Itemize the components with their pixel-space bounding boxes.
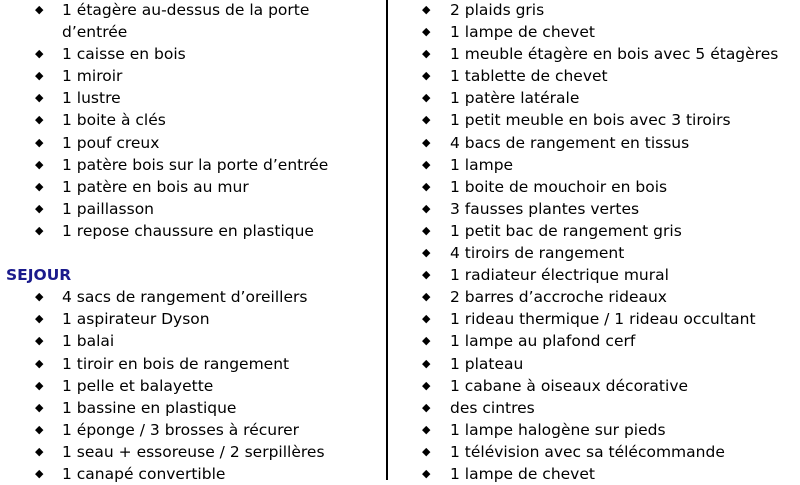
list-item [0,65,386,87]
list-item [388,21,800,43]
list-item-text: 4 tiroirs de rangement [450,244,625,263]
bullet-icon: ◆ [422,157,431,171]
bullet-icon: ◆ [422,69,431,83]
list-item-text: 1 seau + essoreuse / 2 serpillères [62,442,325,461]
list-item-text-continued: d’entrée [62,23,128,42]
list-item [388,375,800,397]
list-item-text: 4 sacs de rangement d’oreillers [62,288,308,307]
list-item-text: 1 boite à clés [62,111,166,130]
bullet-icon: ◆ [35,444,44,458]
bullet-icon: ◆ [422,201,431,215]
entree-list [0,0,386,242]
list-item [388,198,800,220]
bullet-icon: ◆ [35,179,44,193]
list-item [388,397,800,419]
list-item-text: 1 meuble étagère en bois avec 5 étagères [450,45,779,64]
bullet-icon: ◆ [422,334,431,348]
right-list [388,0,800,485]
bullet-icon: ◆ [422,135,431,149]
bullet-icon: ◆ [35,334,44,348]
list-item [0,109,386,131]
right-column [388,0,800,485]
list-item-text: des cintres [450,398,535,417]
list-item-text: 4 bacs de rangement en tissus [450,133,690,152]
list-item-text: 1 rideau thermique / 1 rideau occultant [450,310,756,329]
list-item [388,419,800,441]
bullet-icon: ◆ [35,312,44,326]
bullet-icon: ◆ [422,113,431,127]
list-item [388,463,800,485]
list-item [0,132,386,154]
bullet-icon: ◆ [422,312,431,326]
bullet-icon: ◆ [422,290,431,304]
list-item-text: 1 repose chaussure en plastique [62,221,314,240]
bullet-icon: ◆ [422,246,431,260]
bullet-icon: ◆ [35,47,44,61]
list-item [388,109,800,131]
list-item-text: 1 lampe [450,155,514,174]
list-item-text: 2 plaids gris [450,1,545,19]
list-item [0,154,386,176]
bullet-icon: ◆ [422,91,431,105]
bullet-icon: ◆ [422,378,431,392]
list-item [388,286,800,308]
bullet-icon: ◆ [35,135,44,149]
list-item [388,220,800,242]
list-item [0,441,386,463]
list-item-text: 1 patère latérale [450,89,580,108]
list-item [0,176,386,198]
list-item-text: 1 lampe halogène sur pieds [450,420,666,439]
list-item-text: 1 lustre [62,89,121,108]
list-item [0,43,386,65]
bullet-icon: ◆ [35,69,44,83]
list-item [0,286,386,308]
list-item-text: 3 fausses plantes vertes [450,199,640,218]
list-item [0,198,386,220]
list-item [0,308,386,330]
list-item-text: 1 pouf creux [62,133,160,152]
bullet-icon: ◆ [422,3,431,16]
bullet-icon: ◆ [422,422,431,436]
list-item-text: 1 patère bois sur la porte d’entrée [62,155,329,174]
bullet-icon: ◆ [35,223,44,237]
list-item [388,441,800,463]
list-item [0,353,386,375]
list-item [388,242,800,264]
list-item [0,0,386,43]
list-item [388,308,800,330]
list-item [0,463,386,485]
list-item-text: 1 pelle et balayette [62,376,214,395]
list-item-text: 1 petit bac de rangement gris [450,221,682,240]
bullet-icon: ◆ [422,444,431,458]
bullet-icon: ◆ [35,356,44,370]
list-item-text: 1 radiateur électrique mural [450,266,669,285]
list-item [388,87,800,109]
list-item-text: 1 paillasson [62,199,155,218]
list-item-text: 1 miroir [62,67,123,86]
list-item-text: 1 tiroir en bois de rangement [62,354,290,373]
bullet-icon: ◆ [422,47,431,61]
bullet-icon: ◆ [35,113,44,127]
list-item-text: 1 tablette de chevet [450,67,608,86]
list-item [388,65,800,87]
list-item [0,375,386,397]
list-item-text: 1 boite de mouchoir en bois [450,177,668,196]
list-item [388,154,800,176]
bullet-icon: ◆ [422,223,431,237]
bullet-icon: ◆ [35,201,44,215]
left-column [0,0,386,485]
list-item-text: 1 aspirateur Dyson [62,310,210,329]
list-item [388,353,800,375]
list-item-text: 1 lampe de chevet [450,23,595,42]
list-item-text: 1 patère en bois au mur [62,177,249,196]
list-item-text: 1 balai [62,332,115,351]
list-item-text: 1 étagère au-dessus de la porte [62,1,310,19]
bullet-icon: ◆ [422,25,431,39]
list-item-text: 1 lampe au plafond cerf [450,332,636,351]
list-item-text: 1 cabane à oiseaux décorative [450,376,689,395]
list-item-text: 2 barres d’accroche rideaux [450,288,667,307]
bullet-icon: ◆ [35,157,44,171]
list-item-text: 1 éponge / 3 brosses à récurer [62,420,300,439]
list-item [388,330,800,352]
bullet-icon: ◆ [35,400,44,414]
list-item-text: 1 bassine en plastique [62,398,237,417]
list-item-text: 1 plateau [450,354,524,373]
bullet-icon: ◆ [35,466,44,480]
list-item [388,43,800,65]
bullet-icon: ◆ [35,290,44,304]
list-item [388,176,800,198]
list-item-text: 1 petit meuble en bois avec 3 tiroirs [450,111,731,130]
bullet-icon: ◆ [422,400,431,414]
list-item [0,419,386,441]
list-item [388,0,800,21]
bullet-icon: ◆ [35,3,44,16]
list-item [0,220,386,242]
list-item-text: 1 lampe de chevet [450,464,595,483]
list-item [0,87,386,109]
list-item [0,397,386,419]
list-item [0,330,386,352]
list-item-text: 1 télévision avec sa télécommande [450,442,725,461]
list-item-text: 1 canapé convertible [62,464,226,483]
sejour-list [0,286,386,485]
list-item [388,132,800,154]
bullet-icon: ◆ [422,179,431,193]
bullet-icon: ◆ [35,422,44,436]
list-item-text: 1 caisse en bois [62,45,186,64]
bullet-icon: ◆ [35,91,44,105]
bullet-icon: ◆ [35,378,44,392]
bullet-icon: ◆ [422,466,431,480]
section-title-sejour: SEJOUR [6,266,72,285]
bullet-icon: ◆ [422,356,431,370]
bullet-icon: ◆ [422,268,431,282]
list-item [388,264,800,286]
